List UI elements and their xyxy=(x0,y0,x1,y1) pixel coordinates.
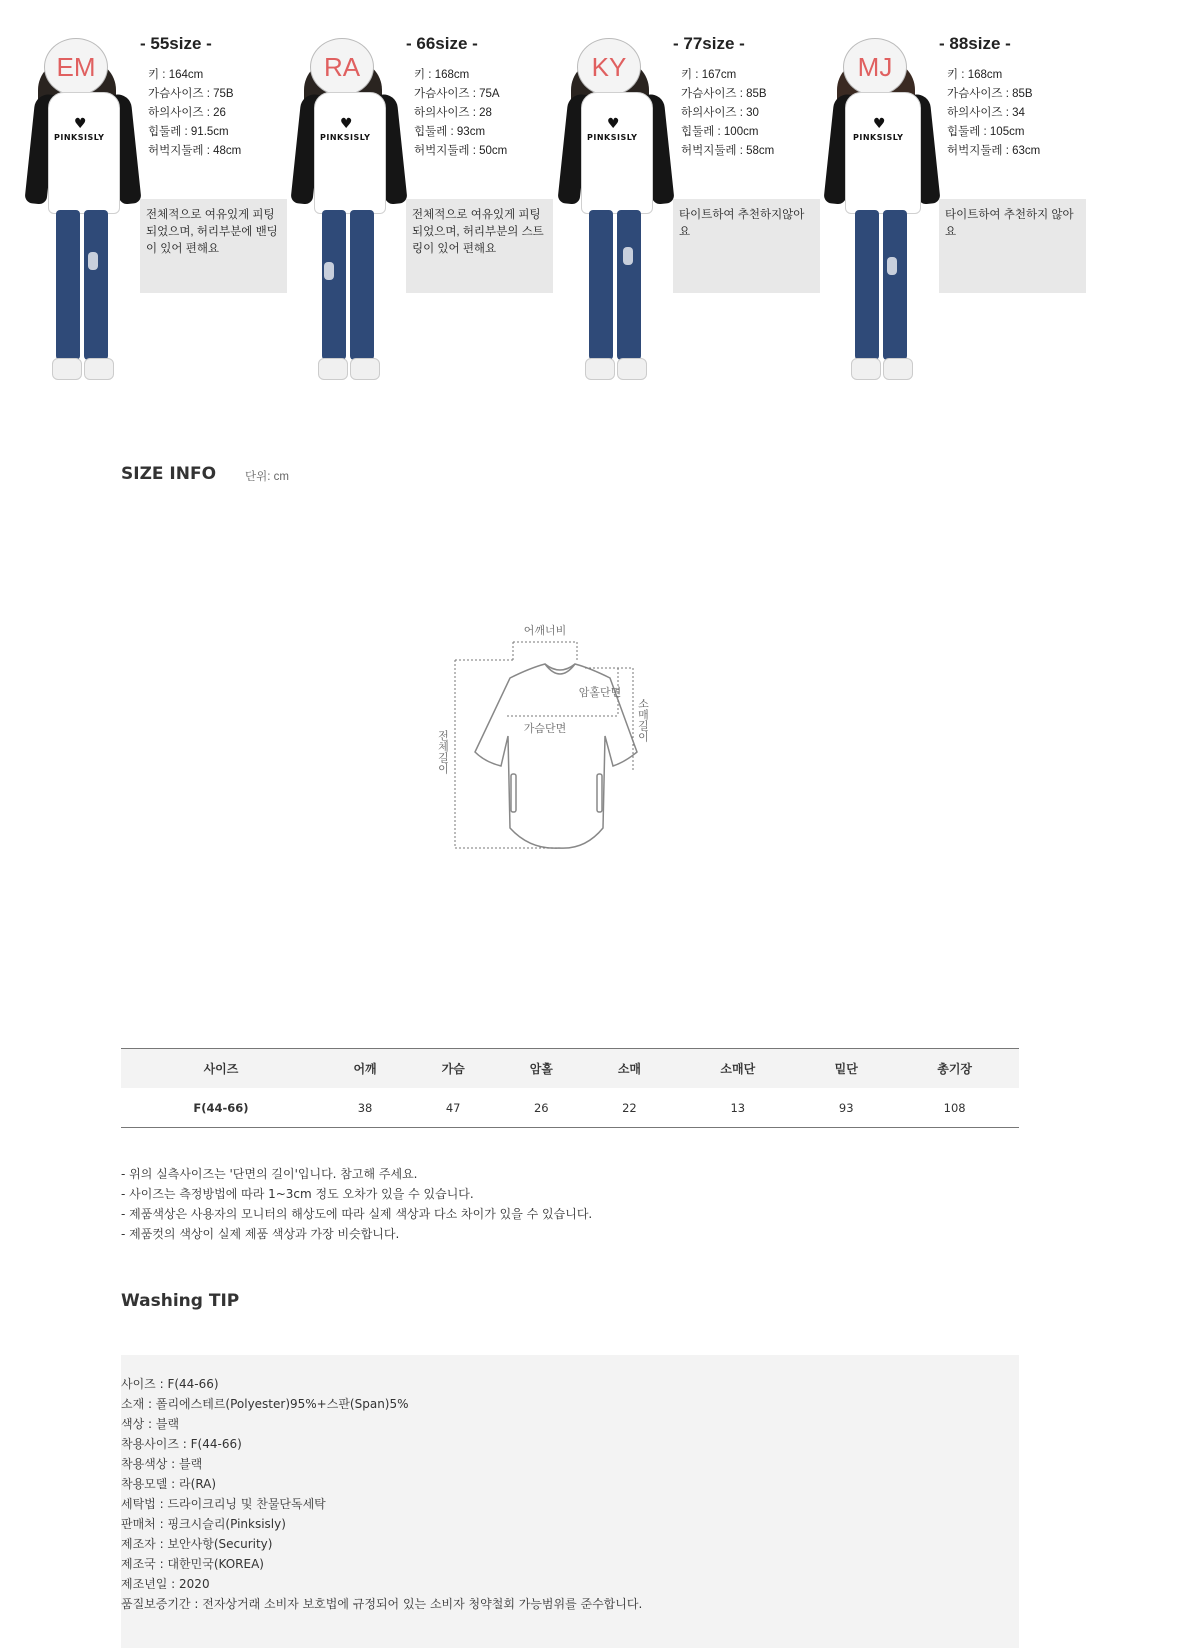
armhole-label: 암홀단면 xyxy=(578,686,622,699)
heart-logo-icon: ♥ xyxy=(340,116,353,132)
washing-tip-heading: Washing TIP xyxy=(121,1291,240,1311)
fit-note: 타이트하여 추천하지 않아요 xyxy=(939,199,1086,293)
size-title: - 88size - xyxy=(939,34,1011,53)
model-card-ky xyxy=(563,0,843,400)
fit-note: 타이트하여 추천하지않아요 xyxy=(673,199,820,293)
info-line: 착용사이즈 : F(44-66) xyxy=(121,1437,242,1451)
chest-label: 가슴단면 xyxy=(523,722,567,735)
info-line: 소재 : 폴리에스테르(Polyester)95%+스판(Span)5% xyxy=(121,1397,409,1411)
product-info-list xyxy=(121,1374,642,1614)
header-total-length: 총기장 xyxy=(937,1062,973,1076)
shirt-logo: PINKSISLY xyxy=(320,133,371,142)
header-chest: 가슴 xyxy=(441,1062,465,1076)
model-stats: 키 : 168cm 가슴사이즈 : 85B 하의사이즈 : 34 힙둘레 : 105cm 허벅지둘레 : 63cm xyxy=(947,69,1041,157)
model-card-mj xyxy=(829,0,1109,400)
table-cell: 13 xyxy=(730,1100,746,1115)
model-photo xyxy=(829,32,941,382)
garment-measurement-diagram xyxy=(435,620,675,860)
size-title: - 66size - xyxy=(406,34,478,53)
heart-logo-icon: ♥ xyxy=(74,116,87,132)
product-info-box xyxy=(121,1355,1019,1648)
table-cell: 108 xyxy=(943,1100,966,1115)
table-cell: 47 xyxy=(445,1100,461,1115)
fit-note: 전체적으로 여유있게 피팅되었으며, 허리부분의 스트링이 있어 편해요 xyxy=(406,199,553,293)
info-line: 착용모델 : 라(RA) xyxy=(121,1477,217,1491)
table-cell: F(44-66) xyxy=(193,1100,249,1115)
table-cell: 38 xyxy=(357,1100,373,1115)
face-mask: MJ xyxy=(843,38,907,96)
note-line: - 제품색상은 사용자의 모니터의 해상도에 따라 실제 색상과 다소 차이가 있을 수 있습니다. xyxy=(121,1207,593,1221)
model-photo xyxy=(563,32,675,382)
shoulder-label: 어깨너비 xyxy=(523,624,567,637)
header-shoulder: 어깨 xyxy=(353,1062,377,1076)
fit-note: 전체적으로 여유있게 피팅되었으며, 허리부분에 밴딩이 있어 편해요 xyxy=(140,199,287,293)
sleeve-label: 소매길이 xyxy=(636,698,650,742)
note-line: - 제품컷의 색상이 실제 제품 색상과 가장 비슷합니다. xyxy=(121,1227,400,1241)
model-card-ra xyxy=(296,0,576,400)
face-mask: KY xyxy=(577,38,641,96)
shirt-logo: PINKSISLY xyxy=(587,133,638,142)
size-info-unit: 단위: cm xyxy=(245,471,289,483)
shirt-logo: PINKSISLY xyxy=(853,133,904,142)
shirt-logo: PINKSISLY xyxy=(54,133,105,142)
model-stats: 키 : 164cm 가슴사이즈 : 75B 하의사이즈 : 26 힙둘레 : 91.5cm 허벅지둘레 : 48cm xyxy=(148,69,242,157)
measurement-notes xyxy=(121,1164,592,1244)
info-line: 착용색상 : 블랙 xyxy=(121,1457,203,1471)
header-size: 사이즈 xyxy=(203,1062,239,1076)
size-table xyxy=(121,1048,1019,1128)
info-line: 세탁법 : 드라이크리닝 및 찬물단독세탁 xyxy=(121,1497,326,1511)
table-cell: 93 xyxy=(838,1100,854,1115)
table-cell: 26 xyxy=(533,1100,549,1115)
info-line: 제조국 : 대한민국(KOREA) xyxy=(121,1557,264,1571)
note-line: - 위의 실측사이즈는 '단면의 길이'입니다. 참고해 주세요. xyxy=(121,1167,418,1181)
table-row xyxy=(121,1088,1019,1128)
info-line: 사이즈 : F(44-66) xyxy=(121,1377,219,1391)
model-photo xyxy=(30,32,142,382)
face-mask: RA xyxy=(310,38,374,96)
size-info-heading: SIZE INFO xyxy=(121,464,217,484)
info-line: 제조자 : 보안사항(Security) xyxy=(121,1537,273,1551)
model-stats: 키 : 167cm 가슴사이즈 : 85B 하의사이즈 : 30 힙둘레 : 100cm 허벅지둘레 : 58cm xyxy=(681,69,775,157)
model-photo xyxy=(296,32,408,382)
note-line: - 사이즈는 측정방법에 따라 1~3cm 정도 오차가 있을 수 있습니다. xyxy=(121,1187,474,1201)
header-hem: 밑단 xyxy=(834,1062,858,1076)
model-card-em xyxy=(30,0,310,400)
info-line: 판매처 : 핑크시슬리(Pinksisly) xyxy=(121,1517,286,1531)
table-header-row xyxy=(121,1049,1019,1089)
total-length-label: 전체길이 xyxy=(436,730,450,774)
heart-logo-icon: ♥ xyxy=(873,116,886,132)
info-line: 색상 : 블랙 xyxy=(121,1417,180,1431)
table-cell: 22 xyxy=(622,1100,637,1115)
info-line: 제조년일 : 2020 xyxy=(121,1577,210,1591)
header-sleeve: 소매 xyxy=(617,1062,641,1076)
face-mask: EM xyxy=(44,38,108,96)
size-title: - 55size - xyxy=(140,34,212,53)
header-armhole: 암홀 xyxy=(529,1062,553,1076)
info-line: 품질보증기간 : 전자상거래 소비자 보호법에 규정되어 있는 소비자 청약철회 가능범위를 준수합니다. xyxy=(121,1597,643,1611)
size-title: - 77size - xyxy=(673,34,745,53)
header-cuff: 소매단 xyxy=(720,1062,756,1076)
model-stats: 키 : 168cm 가슴사이즈 : 75A 하의사이즈 : 28 힙둘레 : 93cm 허벅지둘레 : 50cm xyxy=(414,69,508,157)
heart-logo-icon: ♥ xyxy=(607,116,620,132)
